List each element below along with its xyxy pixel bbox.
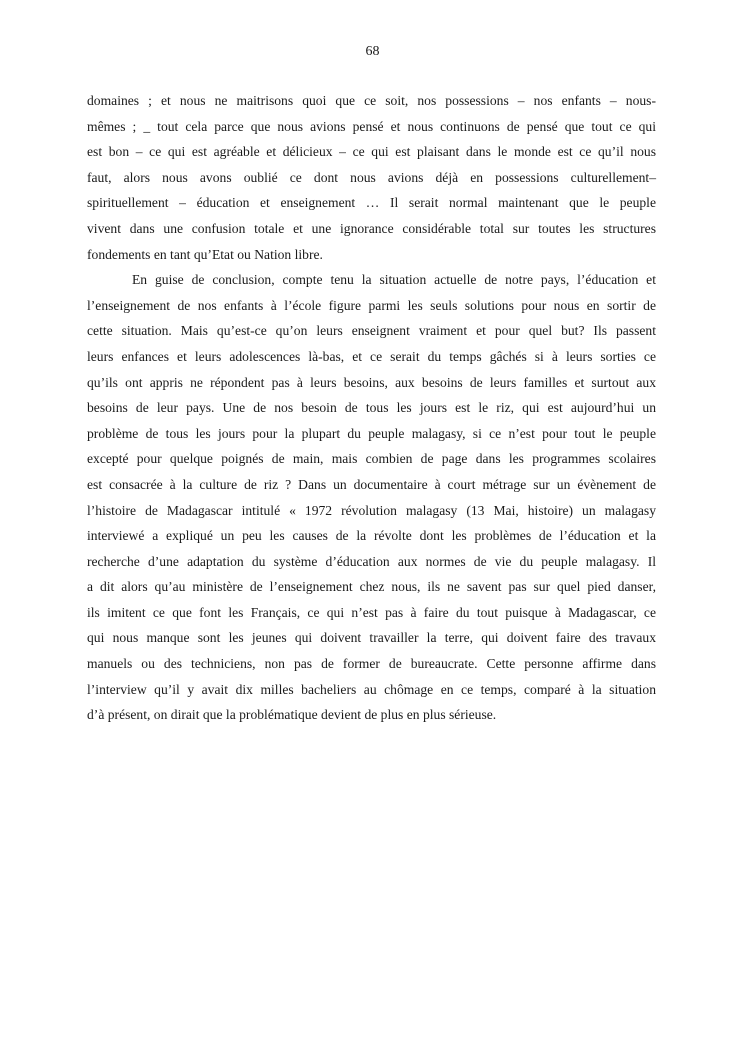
- text-line: faut, alors nous avons oublié ce dont nous avions déjà en possessions culturellement–: [87, 169, 656, 185]
- text-line: est bon – ce qui est agréable et délicieux – ce qui est plaisant dans le monde est ce qu’il nous: [87, 144, 656, 160]
- text-line: domaines ; et nous ne maitrisons quoi que ce soit, nos possessions – nos enfants – nous-: [87, 93, 656, 108]
- text-line: excepté pour quelque poignés de main, mais combien de page dans les programmes scolaires: [87, 451, 656, 467]
- text-line: l’histoire de Madagascar intitulé « 1972 révolution malagasy (13 Mai, histoire) un malagasy: [87, 502, 656, 518]
- text-line: l’interview qu’il y avait dix milles bacheliers au chômage en ce temps, comparé à la situation: [87, 681, 656, 697]
- text-line: cette situation. Mais qu’est-ce qu’on leurs enseignent vraiment et pour quel but? Ils passent: [87, 323, 656, 339]
- text-line: vivent dans une confusion totale et une ignorance considérable total sur toutes les structures: [87, 220, 656, 236]
- paragraph: [87, 88, 656, 267]
- text-line: est consacrée à la culture de riz ? Dans un documentaire à court métrage sur un évènement de: [87, 476, 656, 492]
- paragraph: [87, 267, 656, 728]
- text-line: qui nous manque sont les jeunes qui doivent travailler la terre, qui doivent faire des travaux: [87, 630, 656, 646]
- text-line: interviewé a expliqué un peu les causes de la révolte dont les problèmes de l’éducation et la: [87, 528, 656, 544]
- text-line: a dit alors qu’au ministère de l’enseignement chez nous, ils ne savent pas sur quel pied danser,: [87, 579, 656, 595]
- text-line: qu’ils ont appris ne répondent pas à leurs besoins, aux besoins de leurs familles et surtout aux: [87, 374, 656, 390]
- text-line: fondements en tant qu’Etat ou Nation libre.: [87, 246, 323, 262]
- page-number: 68: [365, 44, 380, 59]
- text-line: problème de tous les jours pour la plupart du peuple malagasy, si ce n’est pour tout le peuple: [87, 425, 656, 441]
- text-line: spirituellement – éducation et enseignement … Il serait normal maintenant que le peuple: [87, 195, 656, 211]
- text-line: En guise de conclusion, compte tenu la situation actuelle de notre pays, l’éducation et: [132, 272, 656, 288]
- text-line: d’à présent, on dirait que la problématique devient de plus en plus sérieuse.: [87, 707, 497, 723]
- text-line: ils imitent ce que font les Français, ce qui n’est pas à faire du tout puisque à Madagascar, ce: [87, 604, 656, 620]
- text-line: leurs enfances et leurs adolescences là-bas, et ce serait du temps gâchés si à leurs sorties ce: [87, 348, 656, 364]
- text-line: manuels ou des techniciens, non pas de former de bureaucrate. Cette personne affirme dans: [87, 656, 656, 672]
- text-line: besoins de leur pays. Une de nos besoin de tous les jours est le riz, qui est aujourd’hui un: [87, 400, 656, 416]
- text-line: l’enseignement de nos enfants à l’école figure parmi les seuls solutions pour nous en sortir de: [87, 297, 656, 313]
- text-line: recherche d’une adaptation du système d’éducation aux normes de vie du peuple malagasy. Il: [87, 553, 656, 569]
- text-line: mêmes ; _ tout cela parce que nous avions pensé et nous continuons de pensé que tout ce qui: [87, 118, 656, 134]
- body-text: [87, 88, 656, 728]
